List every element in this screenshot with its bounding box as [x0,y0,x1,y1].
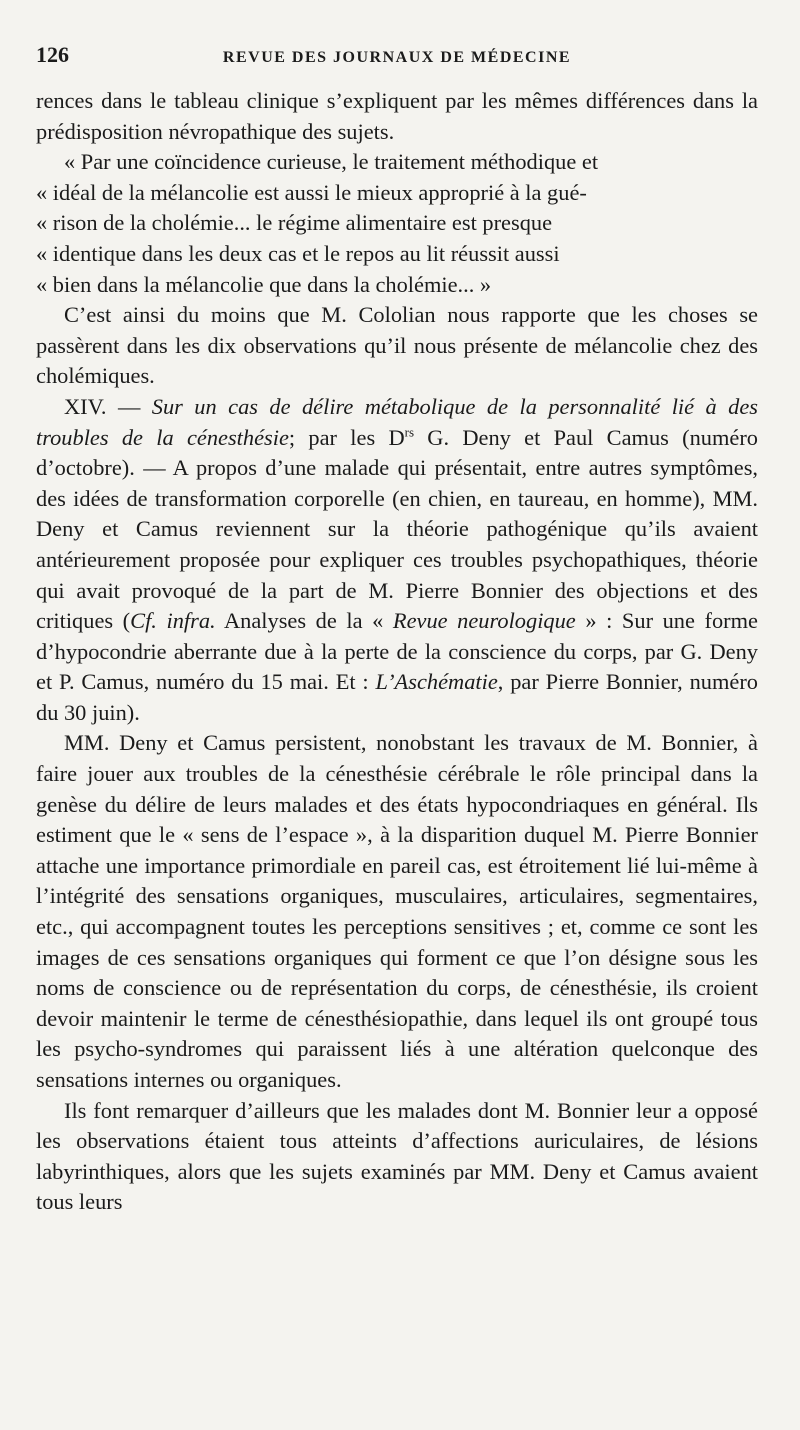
section-xiv [36,392,758,729]
article-title: Sur un cas de délire métabolique de la personnalité lié à des troubles de la cénesthésie [36,393,758,450]
aschematie-title: L’Aschématie [375,669,498,695]
cf-reference: Cf. infra. [130,608,216,634]
quotation-block [36,147,758,300]
quote-line: « bien dans la mélancolie que dans la cholémie... » [36,271,492,297]
paragraph-text: » : Sur une forme d’hypocondrie aberrante due à la perte de la conscience du corps, par G. Deny et P. Camus, numéro du 15 mai. Et : [36,608,758,695]
superscript: rs [404,424,415,440]
journal-title: Revue neurologique [392,608,576,634]
quote-line: « idéal de la mélancolie est aussi le mieux approprié à la gué- [36,179,587,205]
quote-line: « rison de la cholémie... le régime alimentaire est presque [36,210,553,236]
page-header [36,42,758,76]
paragraph-remarks: Ils font remarquer d’ailleurs que les malades dont M. Bonnier leur a opposé les observations étaient tous atteints d’affections auriculaires, de lésions labyrinthiques, alors que les sujets examinés par MM. Deny et Camus avaient tous leurs [36,1097,758,1215]
paragraph-cololian: C’est ainsi du moins que M. Cololian nous rapporte que les choses se passèrent dans les dix observations qu’il nous présente de mélancolie chez des cholémiques. [36,302,758,389]
running-head: REVUE DES JOURNAUX DE MÉDECINE [222,49,572,66]
section-number: XIV. — [64,393,152,419]
paragraph-continuation: rences dans le tableau clinique s’expliquent par les mêmes différences dans la prédisposition névropathique des sujets. [36,88,758,144]
paragraph-text: Analyses de la « [215,608,393,634]
paragraph-text: ; par les D [288,424,405,450]
quote-line: « identique dans les deux cas et le repos au lit réussit aussi [36,240,560,266]
page-number: 126 [36,42,69,67]
paragraph-text: , par Pierre Bonnier, numéro du 30 juin). [36,669,758,725]
paragraph-text: G. Deny et Paul Camus (numéro d’octobre). — A propos d’une malade qui présentait, entre autres symptômes, des idées de transformation corporelle (en chien, en taureau, en homme), MM. Deny et Camus reviennent sur la théorie pathogénique qu’ils avaient antérieurement proposée pour expliquer ces troubles psychopathiques, théorie qui avait provoqué de la part de M. Pierre Bonnier des objections et des critiques ( [36,424,758,634]
paragraph-deny-camus: MM. Deny et Camus persistent, nonobstant les travaux de M. Bonnier, à faire jouer aux troubles de la cénesthésie cérébrale le rôle principal dans la genèse du délire de leurs malades et des états hypocondriaques en général. Ils estiment que le « sens de l’espace », à la disparition duquel M. Pierre Bonnier attache une importance primordiale en pareil cas, est étroitement lié lui-même à l’intégrité des sensations organiques, musculaires, articulaires, segmentaires, etc., qui accompagnent toutes les perceptions sensitives ; et, comme ce sont les images de ces sensations organiques qui forment ce que l’on désigne sous les noms de conscience ou de représentation du corps, de cénesthésie, ils croient devoir maintenir le terme de cénesthésiopathie, dans lequel ils ont groupé tous les psycho-syndromes qui paraissent liés à une altération quelconque des sensations internes ou organiques. [36,730,758,1092]
body-text [36,86,758,1218]
quote-line: « Par une coïncidence curieuse, le traitement méthodique et [64,149,599,175]
